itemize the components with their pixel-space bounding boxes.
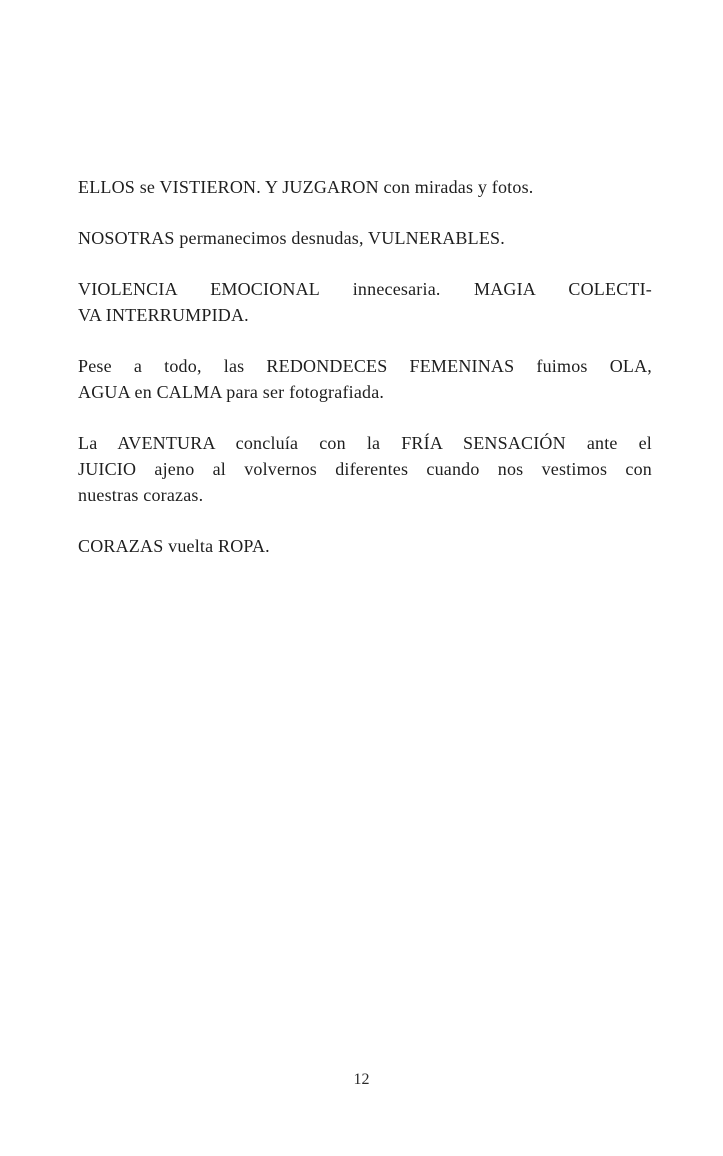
text-line: nuestras corazas. (78, 485, 204, 505)
paragraph (78, 430, 652, 508)
paragraph (78, 353, 652, 405)
text-line: La AVENTURA concluía con la FRÍA SENSACIÓN ante el (78, 433, 652, 453)
text-line: Pese a todo, las REDONDECES FEMENINAS fuimos OLA, (78, 356, 652, 376)
text-line: CORAZAS vuelta ROPA. (78, 536, 270, 556)
text-line: NOSOTRAS permanecimos desnudas, VULNERABLES. (78, 228, 505, 248)
book-page-body (78, 174, 652, 559)
paragraph (78, 225, 652, 251)
paragraph (78, 276, 652, 328)
text-line: ELLOS se VISTIERON. Y JUZGARON con miradas y fotos. (78, 177, 534, 197)
text-line: AGUA en CALMA para ser fotografiada. (78, 382, 385, 402)
paragraph (78, 174, 652, 200)
page-number: 12 (353, 1071, 370, 1088)
paragraph (78, 533, 652, 559)
text-line: VA INTERRUMPIDA. (78, 305, 249, 325)
text-line: JUICIO ajeno al volvernos diferentes cuando nos vestimos con (78, 459, 652, 479)
text-line: VIOLENCIA EMOCIONAL innecesaria. MAGIA COLECTI- (78, 279, 652, 299)
